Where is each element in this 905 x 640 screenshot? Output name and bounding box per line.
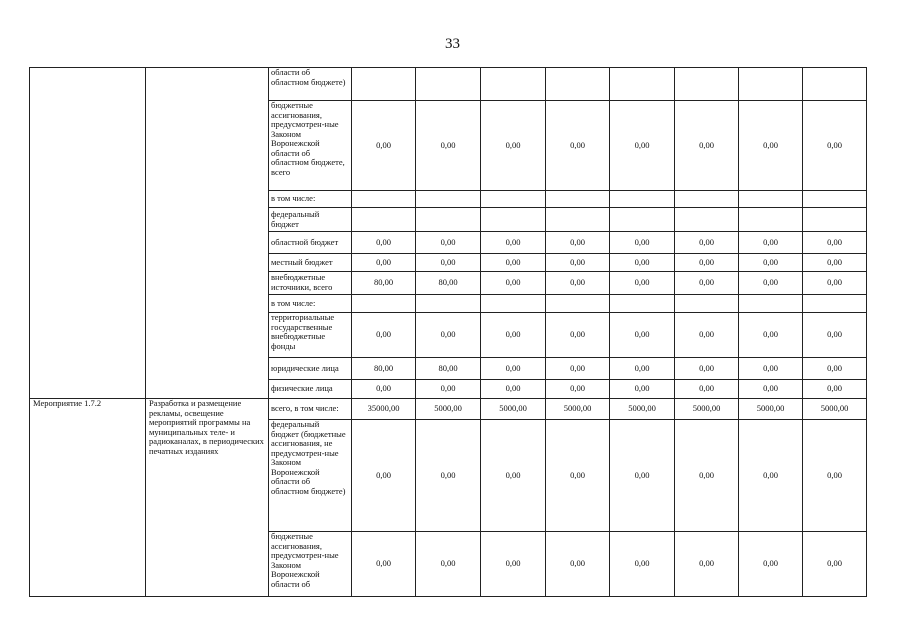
value-cell: 5000,00 xyxy=(739,399,803,420)
value-cell: 0,00 xyxy=(675,358,739,380)
value-cell: 0,00 xyxy=(610,272,675,295)
funding-source-cell: областной бюджет xyxy=(269,232,352,254)
measure-description-cell: Разработка и размещение рекламы, освещение мероприятий программы на муниципальных теле- и радиоканалах, в периодических печатных изданиях xyxy=(146,399,269,597)
value-cell: 0,00 xyxy=(352,101,416,191)
value-cell: 0,00 xyxy=(610,358,675,380)
value-cell xyxy=(546,295,610,313)
value-cell: 0,00 xyxy=(481,272,546,295)
value-cell: 5000,00 xyxy=(803,399,867,420)
value-cell: 0,00 xyxy=(803,313,867,358)
value-cell: 0,00 xyxy=(803,254,867,272)
funding-source-cell: внебюджетные источники, всего xyxy=(269,272,352,295)
value-cell xyxy=(739,68,803,101)
value-cell: 0,00 xyxy=(610,420,675,532)
value-cell xyxy=(352,295,416,313)
value-cell: 80,00 xyxy=(352,358,416,380)
value-cell: 0,00 xyxy=(481,358,546,380)
funding-source-cell: бюджетные ассигнования, предусмотрен-ные Законом Воронежской области об xyxy=(269,532,352,597)
value-cell: 0,00 xyxy=(739,313,803,358)
value-cell xyxy=(739,191,803,208)
value-cell: 0,00 xyxy=(546,380,610,399)
value-cell: 0,00 xyxy=(739,532,803,597)
value-cell xyxy=(352,191,416,208)
value-cell: 5000,00 xyxy=(675,399,739,420)
value-cell: 0,00 xyxy=(803,358,867,380)
value-cell: 0,00 xyxy=(675,232,739,254)
value-cell: 0,00 xyxy=(675,254,739,272)
value-cell: 0,00 xyxy=(352,232,416,254)
value-cell xyxy=(675,191,739,208)
value-cell xyxy=(546,191,610,208)
value-cell: 5000,00 xyxy=(481,399,546,420)
value-cell: 0,00 xyxy=(546,254,610,272)
table-row xyxy=(30,68,867,101)
funding-source-cell: федеральный бюджет xyxy=(269,208,352,232)
funding-source-cell: области об областном бюджете) xyxy=(269,68,352,101)
value-cell: 80,00 xyxy=(416,358,481,380)
value-cell xyxy=(803,295,867,313)
value-cell xyxy=(803,208,867,232)
value-cell: 0,00 xyxy=(675,380,739,399)
value-cell xyxy=(481,208,546,232)
funding-source-cell: физические лица xyxy=(269,380,352,399)
value-cell xyxy=(481,191,546,208)
value-cell: 0,00 xyxy=(352,420,416,532)
value-cell xyxy=(803,68,867,101)
budget-table xyxy=(29,67,867,597)
value-cell: 0,00 xyxy=(546,532,610,597)
funding-source-cell: местный бюджет xyxy=(269,254,352,272)
value-cell: 0,00 xyxy=(352,254,416,272)
value-cell: 0,00 xyxy=(739,380,803,399)
value-cell: 0,00 xyxy=(739,420,803,532)
value-cell: 0,00 xyxy=(675,272,739,295)
value-cell: 0,00 xyxy=(481,420,546,532)
page-number: 33 xyxy=(445,36,460,52)
value-cell: 0,00 xyxy=(803,420,867,532)
value-cell xyxy=(416,68,481,101)
value-cell: 35000,00 xyxy=(352,399,416,420)
funding-source-cell: в том числе: xyxy=(269,295,352,313)
value-cell: 0,00 xyxy=(610,313,675,358)
value-cell: 0,00 xyxy=(481,532,546,597)
value-cell: 0,00 xyxy=(546,101,610,191)
value-cell: 0,00 xyxy=(481,313,546,358)
value-cell: 0,00 xyxy=(610,101,675,191)
value-cell: 0,00 xyxy=(739,101,803,191)
value-cell: 0,00 xyxy=(481,232,546,254)
value-cell: 0,00 xyxy=(610,380,675,399)
value-cell: 0,00 xyxy=(546,358,610,380)
value-cell: 0,00 xyxy=(546,313,610,358)
value-cell: 0,00 xyxy=(416,101,481,191)
description-cell-empty xyxy=(146,68,269,399)
value-cell: 0,00 xyxy=(675,101,739,191)
value-cell: 0,00 xyxy=(739,254,803,272)
value-cell xyxy=(610,208,675,232)
funding-source-cell: юридические лица xyxy=(269,358,352,380)
funding-source-cell: в том числе: xyxy=(269,191,352,208)
value-cell: 0,00 xyxy=(803,380,867,399)
value-cell: 0,00 xyxy=(546,232,610,254)
value-cell: 0,00 xyxy=(416,313,481,358)
value-cell xyxy=(416,295,481,313)
value-cell: 0,00 xyxy=(610,532,675,597)
value-cell: 0,00 xyxy=(675,313,739,358)
value-cell: 80,00 xyxy=(416,272,481,295)
value-cell xyxy=(481,295,546,313)
funding-source-cell: бюджетные ассигнования, предусмотрен-ные Законом Воронежской области об областном бюджете, всего xyxy=(269,101,352,191)
value-cell: 0,00 xyxy=(416,232,481,254)
table-row xyxy=(30,399,867,420)
value-cell: 0,00 xyxy=(803,532,867,597)
value-cell: 0,00 xyxy=(416,532,481,597)
value-cell xyxy=(675,208,739,232)
funding-source-cell: всего, в том числе: xyxy=(269,399,352,420)
value-cell: 5000,00 xyxy=(416,399,481,420)
value-cell xyxy=(352,208,416,232)
value-cell: 0,00 xyxy=(610,232,675,254)
value-cell: 5000,00 xyxy=(546,399,610,420)
value-cell: 80,00 xyxy=(352,272,416,295)
value-cell xyxy=(803,191,867,208)
measure-cell-empty xyxy=(30,68,146,399)
value-cell: 0,00 xyxy=(803,272,867,295)
value-cell: 0,00 xyxy=(546,420,610,532)
value-cell: 0,00 xyxy=(675,420,739,532)
value-cell: 0,00 xyxy=(481,380,546,399)
funding-source-cell: федеральный бюджет (бюджетные ассигнования, не предусмотрен-ные Законом Воронежской области об областном бюджете) xyxy=(269,420,352,532)
value-cell: 0,00 xyxy=(675,532,739,597)
value-cell xyxy=(416,191,481,208)
value-cell xyxy=(739,295,803,313)
value-cell: 0,00 xyxy=(739,272,803,295)
value-cell xyxy=(416,208,481,232)
value-cell: 0,00 xyxy=(546,272,610,295)
value-cell: 0,00 xyxy=(416,420,481,532)
value-cell xyxy=(546,208,610,232)
value-cell: 0,00 xyxy=(352,380,416,399)
value-cell: 0,00 xyxy=(739,232,803,254)
value-cell: 5000,00 xyxy=(610,399,675,420)
value-cell: 0,00 xyxy=(416,380,481,399)
value-cell: 0,00 xyxy=(739,358,803,380)
value-cell: 0,00 xyxy=(416,254,481,272)
value-cell: 0,00 xyxy=(481,101,546,191)
value-cell xyxy=(675,68,739,101)
value-cell xyxy=(610,191,675,208)
value-cell: 0,00 xyxy=(352,532,416,597)
value-cell xyxy=(675,295,739,313)
value-cell xyxy=(352,68,416,101)
value-cell xyxy=(610,68,675,101)
measure-name-cell: Мероприятие 1.7.2 xyxy=(30,399,146,597)
value-cell: 0,00 xyxy=(803,101,867,191)
value-cell xyxy=(481,68,546,101)
value-cell xyxy=(546,68,610,101)
value-cell: 0,00 xyxy=(352,313,416,358)
value-cell: 0,00 xyxy=(481,254,546,272)
value-cell xyxy=(610,295,675,313)
value-cell xyxy=(739,208,803,232)
value-cell: 0,00 xyxy=(610,254,675,272)
value-cell: 0,00 xyxy=(803,232,867,254)
funding-source-cell: территориальные государственные внебюджетные фонды xyxy=(269,313,352,358)
